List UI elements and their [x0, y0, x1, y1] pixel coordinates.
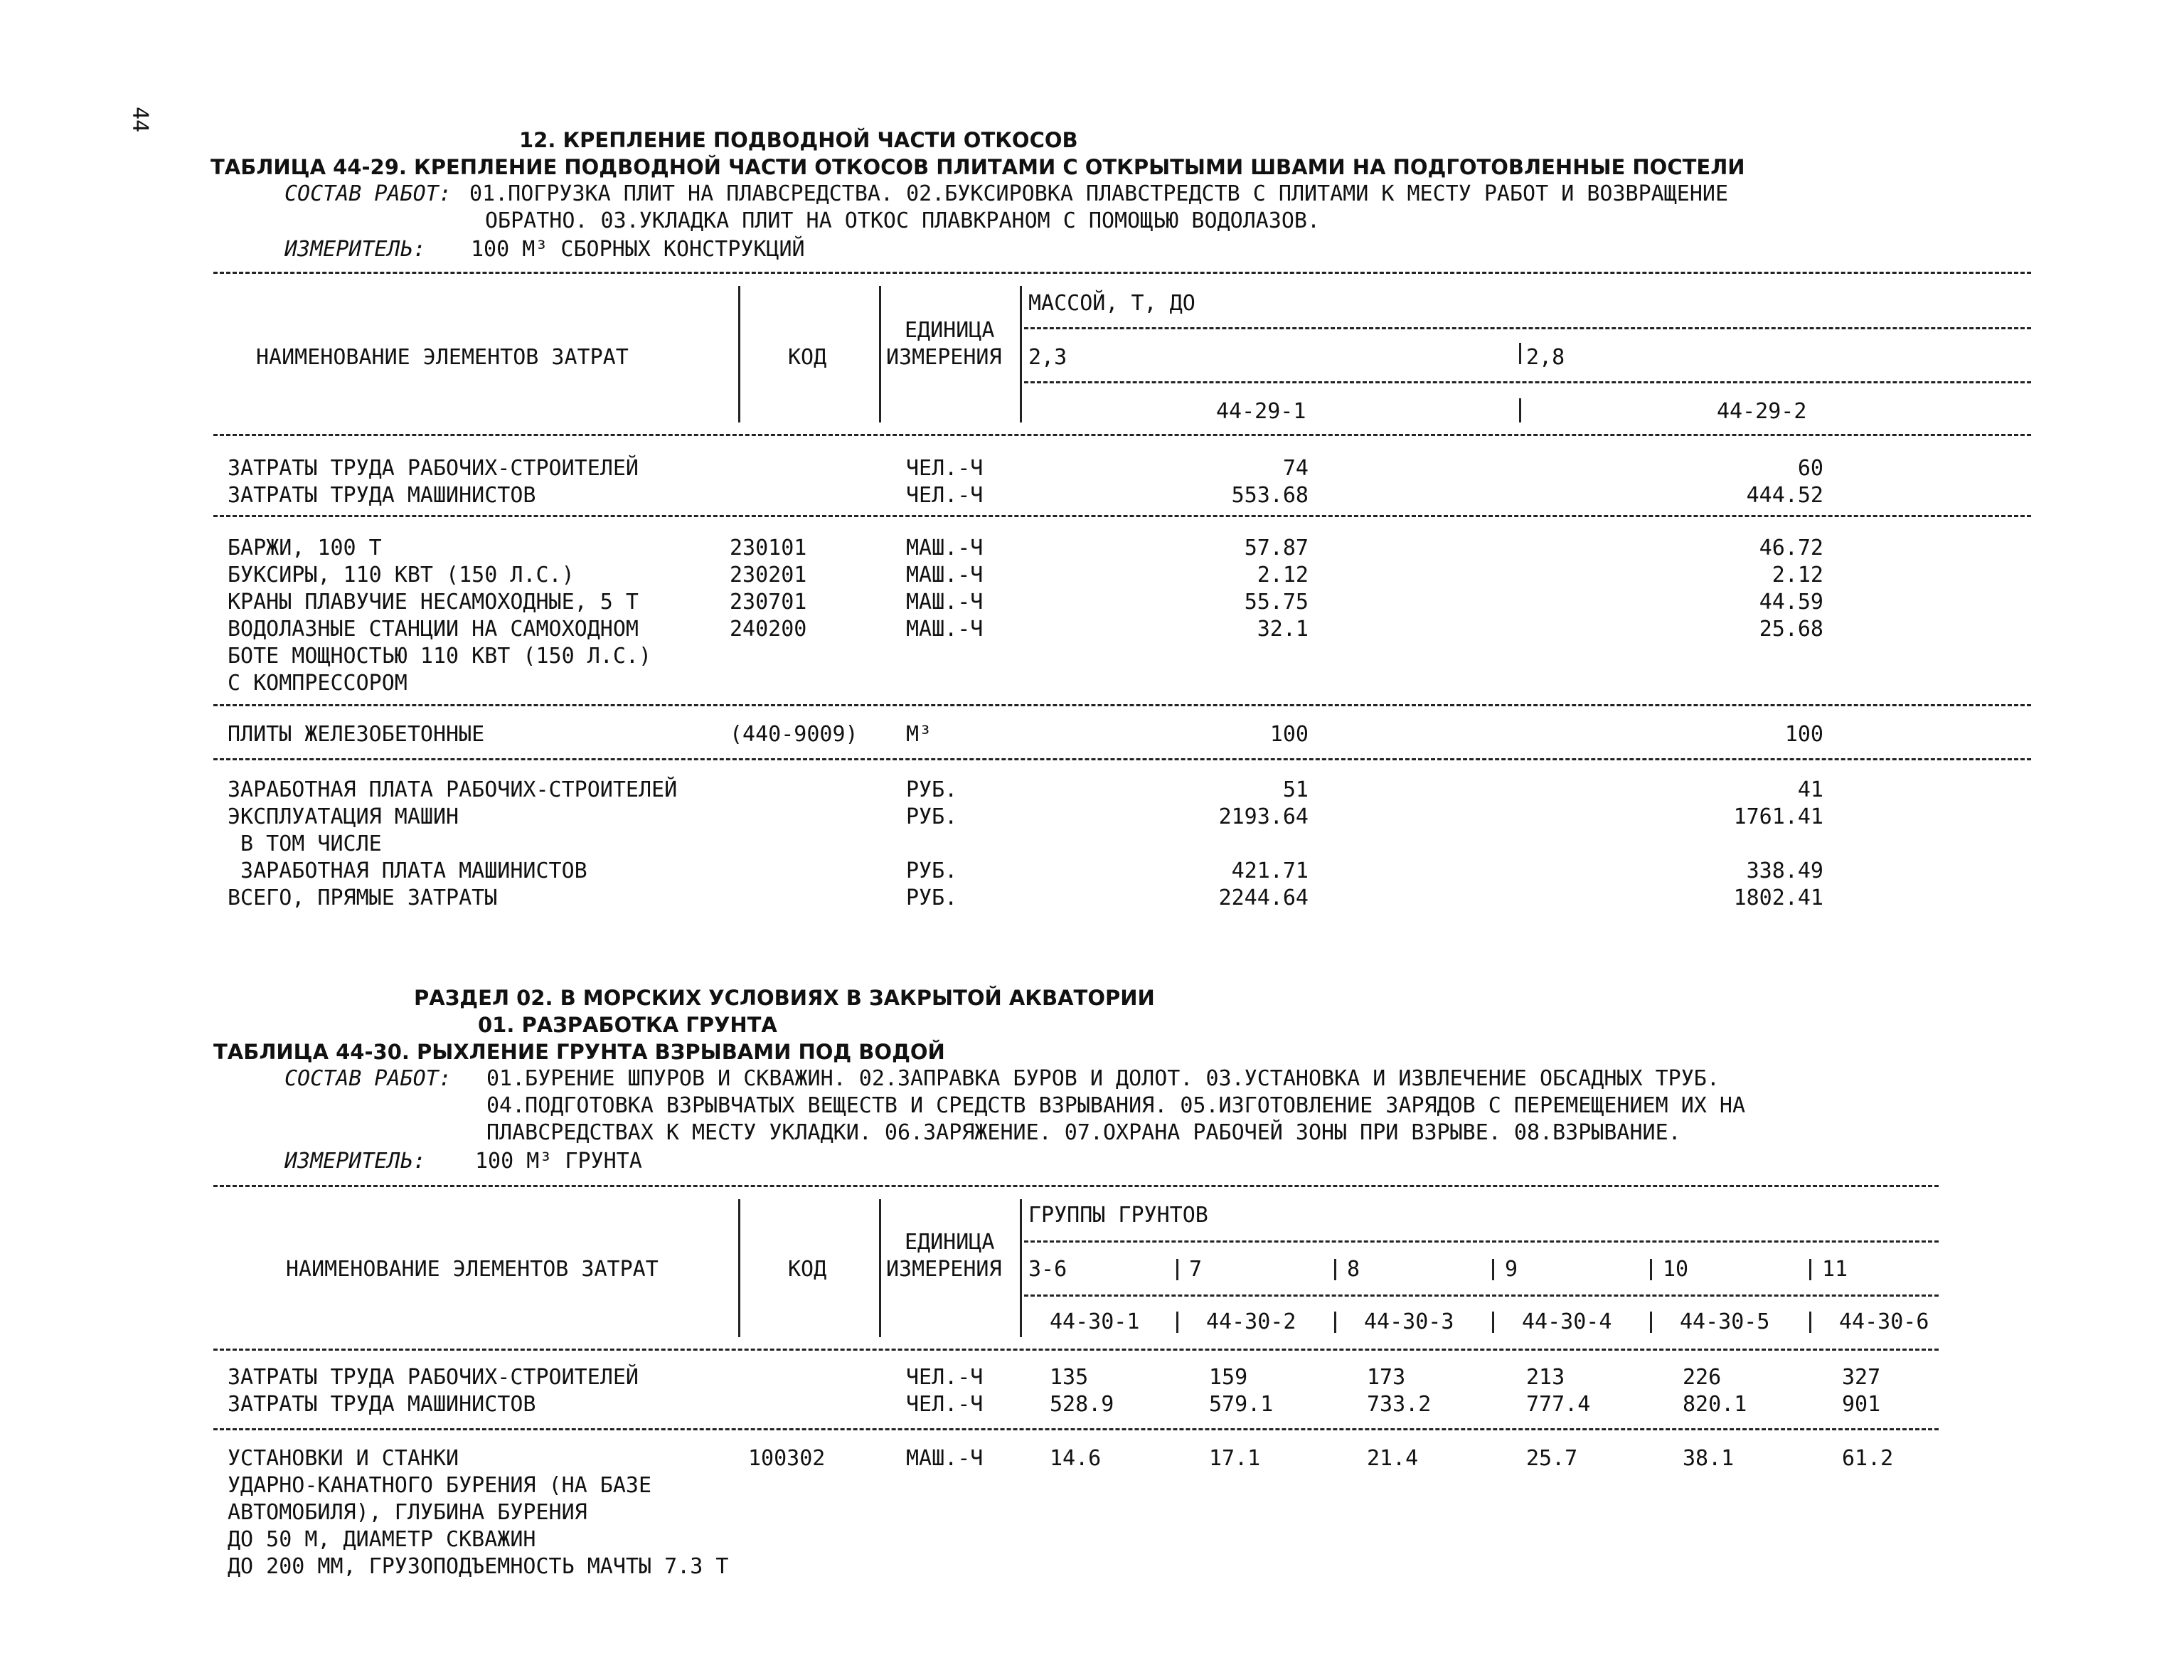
row-unit: РУБ.	[906, 777, 958, 802]
column-code: 44-29-2	[1717, 399, 1807, 424]
row-value: 173	[1367, 1365, 1406, 1390]
row-value: 338.49	[1746, 858, 1823, 883]
row-value: 74	[1282, 456, 1309, 481]
unit-header: ИЗМЕРЕНИЯ	[886, 345, 1002, 370]
row-value: 528.9	[1050, 1392, 1114, 1417]
izmeritel-value: 100 М³ ГРУНТА	[475, 1149, 642, 1174]
sostav-line-2: 04.ПОДГОТОВКА ВЗРЫВЧАТЫХ ВЕЩЕСТВ И СРЕДСТВ ВЗРЫВАНИЯ. 05.ИЗГОТОВЛЕНИЕ ЗАРЯДОВ С ПЕРЕМЕЩЕНИЕМ ИХ НА	[486, 1093, 1746, 1118]
row-value: 1802.41	[1733, 886, 1823, 910]
row-value: 32.1	[1257, 617, 1309, 642]
row-value: 38.1	[1683, 1446, 1735, 1471]
divider	[1519, 343, 1521, 364]
subheader: 2,3	[1028, 345, 1067, 370]
row-code: 230201	[730, 563, 807, 588]
group-header: МАССОЙ, Т, ДО	[1028, 291, 1195, 316]
row-value: 135	[1050, 1365, 1089, 1390]
row-value: 820.1	[1683, 1392, 1747, 1417]
row-name: С КОМПРЕССОРОМ	[228, 671, 407, 696]
row-name: В ТОМ ЧИСЛЕ	[228, 831, 382, 856]
section-title: РАЗДЕЛ 02. В МОРСКИХ УСЛОВИЯХ В ЗАКРЫТОЙ АКВАТОРИИ	[414, 986, 1155, 1010]
divider	[1809, 1312, 1811, 1333]
divider	[1020, 286, 1022, 422]
row-name: ЗАРАБОТНАЯ ПЛАТА МАШИНИСТОВ	[228, 858, 587, 883]
row-value: 55.75	[1244, 590, 1309, 615]
table-title: ТАБЛИЦА 44-29. КРЕПЛЕНИЕ ПОДВОДНОЙ ЧАСТИ ОТКОСОВ ПЛИТАМИ С ОТКРЫТЫМИ ШВАМИ НА ПОДГОТОВЛЕННЫЕ ПОСТЕЛИ	[211, 155, 1745, 179]
row-name: ЗАТРАТЫ ТРУДА МАШИНИСТОВ	[228, 1392, 536, 1417]
name-header: НАИМЕНОВАНИЕ ЭЛЕМЕНТОВ ЗАТРАТ	[286, 1257, 659, 1282]
unit-header: ИЗМЕРЕНИЯ	[886, 1257, 1002, 1282]
row-value: 1761.41	[1733, 804, 1823, 829]
divider	[1024, 381, 2031, 383]
row-unit: МАШ.-Ч	[906, 536, 984, 560]
subheader: 2,8	[1526, 345, 1565, 370]
divider	[1650, 1259, 1652, 1280]
row-value: 14.6	[1050, 1446, 1102, 1471]
column-code: 44-30-6	[1839, 1309, 1929, 1334]
subheader: 3-6	[1028, 1257, 1067, 1282]
group-header: ГРУППЫ ГРУНТОВ	[1028, 1203, 1208, 1228]
column-code: 44-30-1	[1050, 1309, 1140, 1334]
row-value: 51	[1282, 777, 1309, 802]
divider	[213, 1349, 1939, 1351]
row-name: ЗАТРАТЫ ТРУДА МАШИНИСТОВ	[228, 483, 536, 508]
row-value: 444.52	[1746, 483, 1823, 508]
row-unit: МАШ.-Ч	[906, 617, 984, 642]
row-name: ЗАТРАТЫ ТРУДА РАБОЧИХ-СТРОИТЕЛЕЙ	[228, 456, 639, 481]
row-value: 41	[1797, 777, 1823, 802]
row-unit: РУБ.	[906, 886, 958, 910]
subheader: 8	[1347, 1257, 1360, 1282]
divider	[213, 434, 2031, 436]
row-name: ЗАТРАТЫ ТРУДА РАБОЧИХ-СТРОИТЕЛЕЙ	[228, 1365, 639, 1390]
row-unit: ЧЕЛ.-Ч	[906, 456, 984, 481]
row-name: ПЛИТЫ ЖЕЛЕЗОБЕТОННЫЕ	[228, 722, 485, 747]
row-name: АВТОМОБИЛЯ), ГЛУБИНА БУРЕНИЯ	[228, 1500, 587, 1525]
row-unit: РУБ.	[906, 804, 958, 829]
row-value: 159	[1209, 1365, 1248, 1390]
izmeritel-value: 100 М³ СБОРНЫХ КОНСТРУКЦИЙ	[471, 237, 805, 262]
subheader: 10	[1663, 1257, 1689, 1282]
subheader: 9	[1505, 1257, 1518, 1282]
row-unit: МАШ.-Ч	[906, 1446, 984, 1471]
row-name: БАРЖИ, 100 Т	[228, 536, 382, 560]
row-unit: М³	[906, 722, 932, 747]
row-unit: ЧЕЛ.-Ч	[906, 1365, 984, 1390]
section-title: 12. КРЕПЛЕНИЕ ПОДВОДНОЙ ЧАСТИ ОТКОСОВ	[519, 128, 1078, 152]
row-value: 327	[1842, 1365, 1881, 1390]
divider	[879, 286, 881, 422]
divider	[1334, 1259, 1336, 1280]
divider	[1024, 1240, 1939, 1243]
row-value: 553.68	[1231, 483, 1309, 508]
row-unit: МАШ.-Ч	[906, 563, 984, 588]
row-value: 2244.64	[1218, 886, 1309, 910]
row-value: 44.59	[1759, 590, 1823, 615]
row-name: ЗАРАБОТНАЯ ПЛАТА РАБОЧИХ-СТРОИТЕЛЕЙ	[228, 777, 678, 802]
row-value: 60	[1797, 456, 1823, 481]
row-code: 230701	[730, 590, 807, 615]
divider	[1020, 1199, 1022, 1337]
subheader: 7	[1189, 1257, 1203, 1282]
sostav-line-1: 01.БУРЕНИЕ ШПУРОВ И СКВАЖИН. 02.ЗАПРАВКА БУРОВ И ДОЛОТ. 03.УСТАНОВКА И ИЗВЛЕЧЕНИЕ ОБСАДНЫХ ТРУБ.	[486, 1066, 1720, 1091]
row-name: БУКСИРЫ, 110 КВТ (150 Л.С.)	[228, 563, 575, 588]
row-name: КРАНЫ ПЛАВУЧИЕ НЕСАМОХОДНЫЕ, 5 Т	[228, 590, 639, 615]
row-name: УСТАНОВКИ И СТАНКИ	[228, 1446, 459, 1471]
row-value: 213	[1526, 1365, 1565, 1390]
row-code: 240200	[730, 617, 807, 642]
row-value: 100	[1784, 722, 1823, 747]
izmeritel-label: ИЗМЕРИТЕЛЬ:	[284, 1149, 426, 1174]
divider	[1492, 1259, 1494, 1280]
row-name: БОТЕ МОЩНОСТЬЮ 110 КВТ (150 Л.С.)	[228, 644, 652, 669]
unit-header: ЕДИНИЦА	[905, 1230, 995, 1255]
column-code: 44-29-1	[1216, 399, 1306, 424]
column-code: 44-30-2	[1206, 1309, 1296, 1334]
row-unit: ЧЕЛ.-Ч	[906, 483, 984, 508]
divider	[879, 1199, 881, 1337]
row-value: 2.12	[1257, 563, 1309, 588]
row-value: 17.1	[1209, 1446, 1261, 1471]
divider	[213, 704, 2031, 706]
row-value: 46.72	[1759, 536, 1823, 560]
row-value: 579.1	[1209, 1392, 1274, 1417]
divider	[1176, 1312, 1178, 1333]
row-value: 25.68	[1759, 617, 1823, 642]
divider	[1024, 327, 2031, 329]
row-value: 25.7	[1526, 1446, 1578, 1471]
divider	[213, 1185, 1939, 1187]
sostav-label: СОСТАВ РАБОТ:	[284, 1066, 452, 1091]
name-header: НАИМЕНОВАНИЕ ЭЛЕМЕНТОВ ЗАТРАТ	[256, 345, 629, 370]
page-number: 44	[127, 107, 152, 133]
row-value: 777.4	[1526, 1392, 1591, 1417]
sostav-label: СОСТАВ РАБОТ:	[284, 181, 452, 206]
row-code: 230101	[730, 536, 807, 560]
izmeritel-label: ИЗМЕРИТЕЛЬ:	[284, 237, 426, 262]
divider	[1176, 1259, 1178, 1280]
divider	[1809, 1259, 1811, 1280]
row-value: 2193.64	[1218, 804, 1309, 829]
divider	[1334, 1312, 1336, 1333]
row-value: 901	[1842, 1392, 1881, 1417]
row-code: (440-9009)	[730, 722, 858, 747]
row-value: 21.4	[1367, 1446, 1419, 1471]
subsection-title: 01. РАЗРАБОТКА ГРУНТА	[478, 1013, 777, 1037]
code-header: КОД	[788, 345, 827, 370]
row-name: ЭКСПЛУАТАЦИЯ МАШИН	[228, 804, 459, 829]
unit-header: ЕДИНИЦА	[905, 318, 995, 343]
divider	[738, 286, 740, 422]
row-value: 57.87	[1244, 536, 1309, 560]
code-header: КОД	[788, 1257, 827, 1282]
row-value: 733.2	[1367, 1392, 1432, 1417]
divider	[213, 758, 2031, 760]
row-value: 226	[1683, 1365, 1722, 1390]
row-value: 2.12	[1772, 563, 1823, 588]
divider	[213, 272, 2031, 274]
row-value: 100	[1269, 722, 1309, 747]
row-unit: ЧЕЛ.-Ч	[906, 1392, 984, 1417]
row-name: УДАРНО-КАНАТНОГО БУРЕНИЯ (НА БАЗЕ	[228, 1473, 652, 1498]
divider	[1492, 1312, 1494, 1333]
column-code: 44-30-3	[1364, 1309, 1454, 1334]
row-name: ВСЕГО, ПРЯМЫЕ ЗАТРАТЫ	[228, 886, 498, 910]
divider	[213, 515, 2031, 517]
row-value: 61.2	[1842, 1446, 1894, 1471]
column-code: 44-30-4	[1522, 1309, 1612, 1334]
divider	[1650, 1312, 1652, 1333]
row-value: 421.71	[1231, 858, 1309, 883]
divider	[213, 1428, 1939, 1430]
row-name: ДО 50 М, ДИАМЕТР СКВАЖИН	[228, 1527, 536, 1552]
sostav-line-1: 01.ПОГРУЗКА ПЛИТ НА ПЛАВСРЕДСТВА. 02.БУКСИРОВКА ПЛАВСТРЕДСТВ С ПЛИТАМИ К МЕСТУ РАБОТ И ВОЗВРАЩЕНИЕ	[469, 181, 1729, 206]
subheader: 11	[1822, 1257, 1848, 1282]
column-code: 44-30-5	[1680, 1309, 1770, 1334]
divider	[1024, 1294, 1939, 1297]
divider	[1519, 398, 1521, 422]
row-unit: РУБ.	[906, 858, 958, 883]
row-code: 100302	[748, 1446, 826, 1471]
divider	[738, 1199, 740, 1337]
sostav-line-3: ПЛАВСРЕДСТВАХ К МЕСТУ УКЛАДКИ. 06.ЗАРЯЖЕНИЕ. 07.ОХРАНА РАБОЧЕЙ ЗОНЫ ПРИ ВЗРЫВЕ. 08.ВЗРЫВАНИЕ.	[486, 1120, 1681, 1145]
row-unit: МАШ.-Ч	[906, 590, 984, 615]
row-name: ДО 200 ММ, ГРУЗОПОДЪЕМНОСТЬ МАЧТЫ 7.3 Т	[228, 1554, 729, 1579]
row-name: ВОДОЛАЗНЫЕ СТАНЦИИ НА САМОХОДНОМ	[228, 617, 639, 642]
sostav-line-2: ОБРАТНО. 03.УКЛАДКА ПЛИТ НА ОТКОС ПЛАВКРАНОМ С ПОМОЩЬЮ ВОДОЛАЗОВ.	[485, 208, 1320, 233]
table-title: ТАБЛИЦА 44-30. РЫХЛЕНИЕ ГРУНТА ВЗРЫВАМИ ПОД ВОДОЙ	[213, 1040, 945, 1064]
